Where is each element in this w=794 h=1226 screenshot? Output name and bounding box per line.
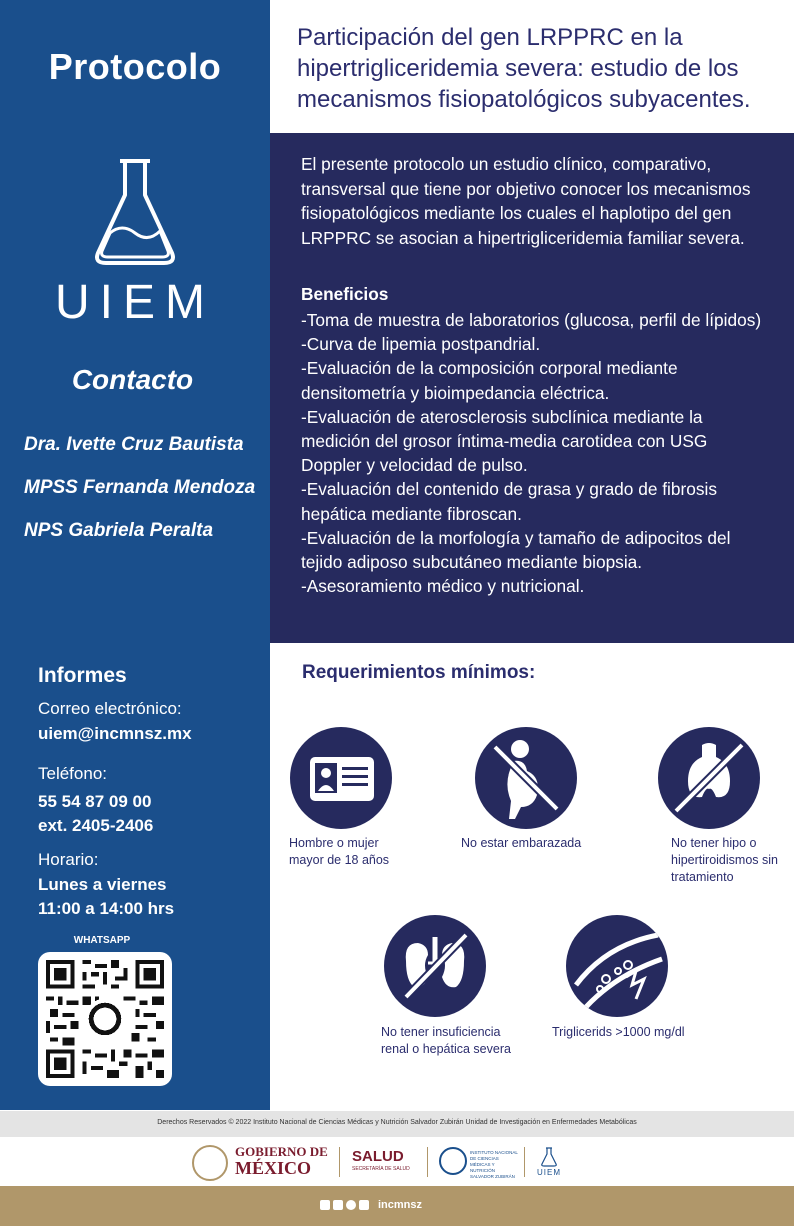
benefits-title: Beneficios [301,284,389,304]
list-item: -Evaluación del contenido de grasa y grado de fibrosis hepática mediante fibroscan. [301,479,717,524]
unit-name: UIEM [55,276,215,329]
instagram-icon[interactable] [346,1200,356,1210]
social-links[interactable] [320,1199,422,1211]
no-thyroid-icon [658,727,760,829]
incmnsz-seal-icon [439,1147,467,1175]
hours-label: Horario: [38,850,99,869]
salud-sub: SECRETARÍA DE SALUD [352,1166,410,1172]
list-item: -Curva de lipemia postpandrial. [301,334,541,355]
phone-number[interactable]: 55 54 87 09 00 [38,792,152,811]
hours-days: Lunes a viernes [38,875,167,894]
contact-name: Dra. Ivette Cruz Bautista [24,434,244,455]
email-label: Correo electrónico: [38,699,182,718]
phone-label: Teléfono: [38,764,107,783]
whatsapp-qr-code[interactable] [38,952,172,1086]
no-kidney-icon [384,915,486,1017]
id-card-icon [290,727,392,829]
requirement-label: No tener hipo o hipertiroidismos sin tratamiento [671,836,778,884]
blood-vessel-icon [566,915,668,1017]
gob-line2: MÉXICO [235,1158,311,1178]
list-item: -Evaluación de aterosclerosis subclínica mediante la medición del grosor íntima-media carotidea con USG Doppler y velocidad de pulso. [301,406,708,476]
facebook-icon[interactable] [320,1200,330,1210]
phone-ext: ext. 2405-2406 [38,816,154,835]
contact-title: Contacto [71,364,194,395]
logo-divider [339,1147,340,1177]
gobierno-logo [235,1143,328,1177]
requirement-label: No estar embarazada [461,836,582,850]
benefits-list [301,308,771,598]
list-item: -Toma de muestra de laboratorios (glucosa, perfil de lípidos) [301,310,762,330]
gob-line1: GOBIERNO DE [235,1144,328,1159]
uiem-flask-icon [541,1147,557,1167]
requirement-label: Hombre o mujer mayor de 18 años [289,836,390,867]
requirement-label: No tener insuficiencia renal o hepática severa [381,1025,511,1056]
info-title: Informes [38,664,127,687]
mexico-seal-icon [192,1145,228,1181]
list-item: -Asesoramiento médico y nutricional. [301,576,585,597]
requirements-title: Requerimientos mínimos: [302,662,536,683]
uiem-logo: UIEM [537,1168,561,1177]
social-handle: incmnsz [378,1199,423,1211]
no-pregnant-icon [475,727,577,829]
requirement-label: Triglicerids >1000 mg/dl [552,1025,685,1039]
hours-time: 11:00 a 14:00 hrs [38,899,175,918]
footer-rights: Derechos Reservados © 2022 Instituto Nacional de Ciencias Médicas y Nutrición Salvador Zubirán Unidad de Investigación en Enfermedades Metabólicas [157,1119,637,1126]
twitter-icon[interactable] [333,1200,343,1210]
contact-name: NPS Gabriela Peralta [24,520,214,541]
protocol-label: Protocolo [48,45,222,87]
salud-logo: SALUD [352,1148,404,1165]
protocol-badge [0,0,270,133]
logo-divider [524,1147,525,1177]
whatsapp-label: WHATSAPP [73,935,131,946]
youtube-icon[interactable] [359,1200,369,1210]
flask-icon [90,155,180,270]
list-item: -Evaluación de la composición corporal mediante densitometría y bioimpedancia eléctrica. [301,358,678,403]
page-title: Participación del gen LRPPRC en la hipertrigliceridemia severa: estudio de los mecanismos fisiopatológicos subyacentes. [297,24,751,113]
list-item: -Evaluación de la morfología y tamaño de adipocitos del tejido adiposo subcutáneo mediante biopsia. [301,527,731,573]
email-link[interactable]: uiem@incmnsz.mx [38,724,192,743]
logo-divider [427,1147,428,1177]
qr-code-icon [46,960,164,1078]
contact-name: MPSS Fernanda Mendoza [24,477,256,498]
protocol-description: El presente protocolo un estudio clínico, comparativo, transversal que tiene por objetivo conocer los mecanismos fisiopatológicos mediante los cuales el haplotipo del gen LRPPRC se asocian a hipertrigliceridemia familiar severa. [301,154,751,248]
incmnsz-text: INSTITUTO NACIONAL DE CIENCIAS MÉDICAS Y NUTRICIÓN SALVADOR ZUBIRÁN [470,1150,518,1179]
